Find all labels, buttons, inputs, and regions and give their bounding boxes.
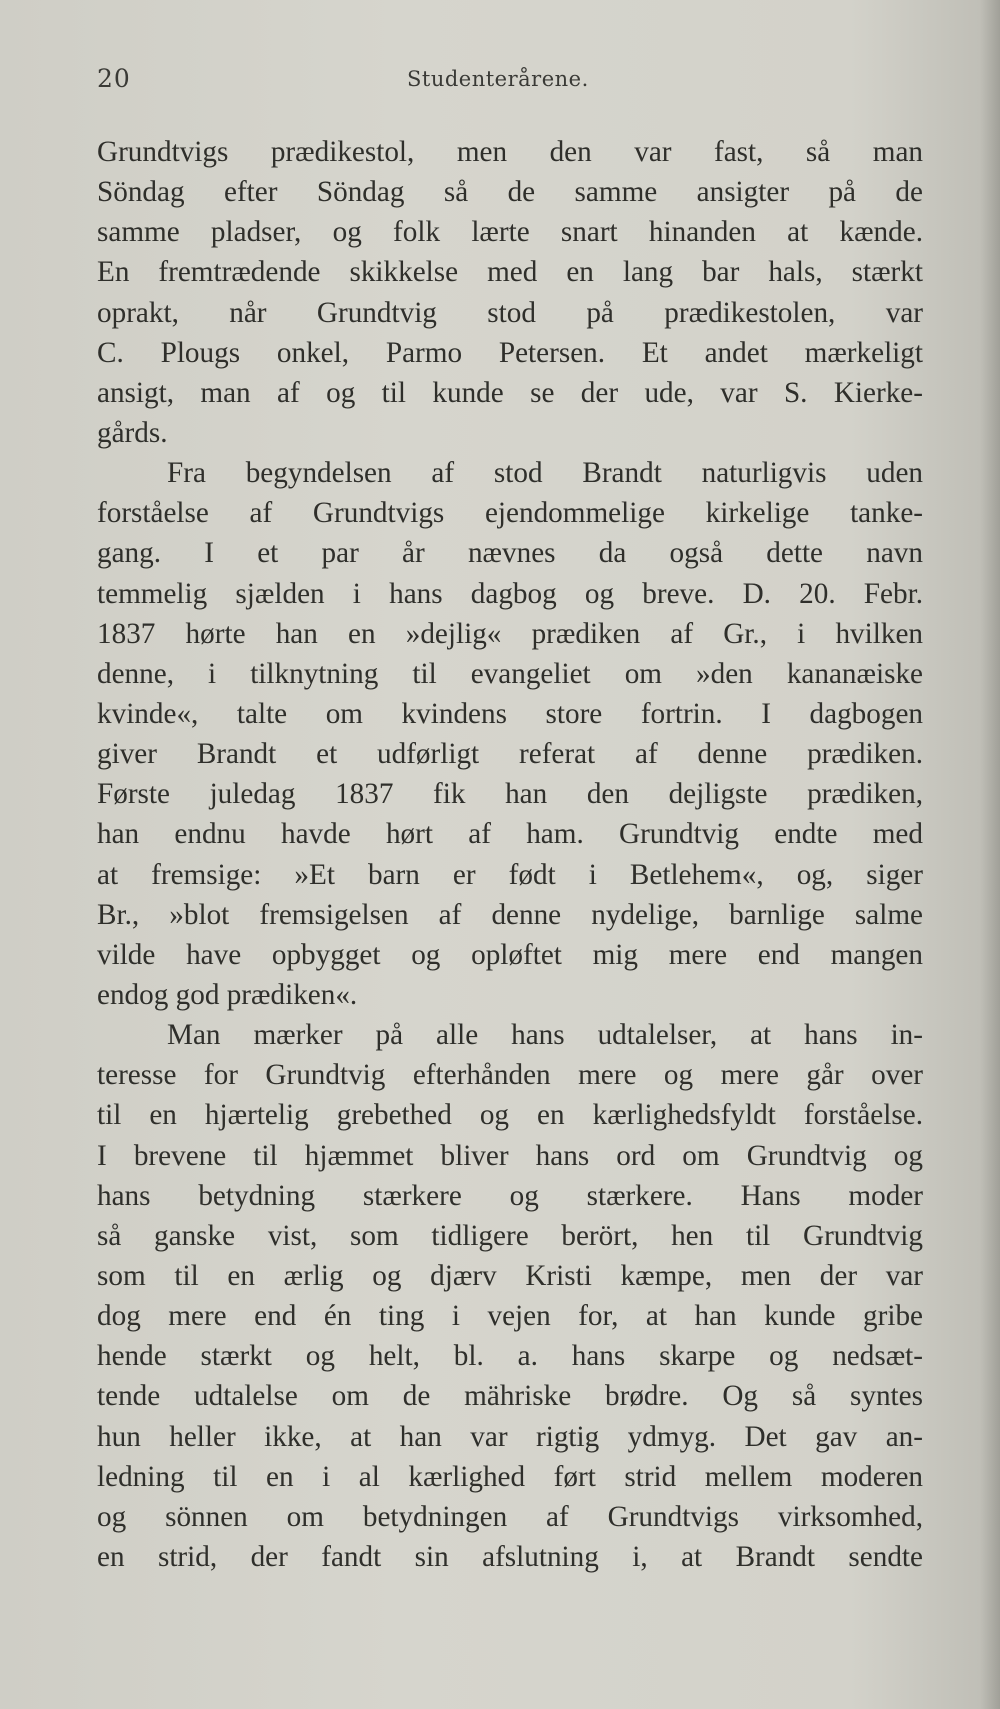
text-line: så ganske vist, som tidligere berört, hen til Grundtvig [97,1219,923,1252]
text-line: C. Plougs onkel, Parmo Petersen. Et andet mærkeligt [97,336,923,369]
text-line: tende udtalelse om de mähriske brødre. Og så syntes [97,1380,923,1413]
page-edge-shadow [980,0,1000,1709]
text-line: teresse for Grundtvig efterhånden mere og mere går over [97,1059,923,1092]
text-line: hende stærkt og helt, bl. a. hans skarpe og nedsæt- [97,1340,923,1373]
text-line: vilde have opbygget og opløftet mig mere end mangen [97,938,923,971]
text-line: Br., »blot fremsigelsen af denne nydelige, barnlige salme [97,898,923,931]
text-line: samme pladser, og folk lærte snart hinanden at kænde. [97,216,923,249]
paragraph-1 [97,132,923,453]
page-header [97,64,917,104]
text-line: Man mærker på alle hans udtalelser, at hans in- [167,1019,923,1052]
text-line: gårds. [97,416,168,449]
text-line: at fremsige: »Et barn er født i Betlehem«, og, siger [97,858,923,891]
text-line: giver Brandt et udførligt referat af denne prædiken. [97,738,923,771]
text-line: kvinde«, talte om kvindens store fortrin. I dagbogen [97,697,923,730]
text-line: 1837 hørte han en »dejlig« prædiken af Gr., i hvilken [97,617,923,650]
text-line: forståelse af Grundtvigs ejendommelige kirkelige tanke- [97,497,923,530]
text-line: ansigt, man af og til kunde se der ude, var S. Kierke- [97,376,923,409]
text-line: som til en ærlig og djærv Kristi kæmpe, men der var [97,1259,923,1292]
paragraph-3 [97,1015,923,1577]
text-line: endog god prædiken«. [97,978,358,1011]
text-line: temmelig sjælden i hans dagbog og breve. D. 20. Febr. [97,577,923,610]
text-line: Fra begyndelsen af stod Brandt naturligvis uden [167,457,923,490]
text-line: oprakt, når Grundtvig stod på prædikestolen, var [97,296,923,329]
text-line: denne, i tilknytning til evangeliet om »den kananæiske [97,657,923,690]
body-text [97,132,923,1577]
text-line: gang. I et par år nævnes da også dette navn [97,537,923,570]
text-line: en strid, der fandt sin afslutning i, at Brandt sendte [97,1540,923,1573]
text-line: hun heller ikke, at han var rigtig ydmyg. Det gav an- [97,1420,923,1453]
text-line: og sönnen om betydningen af Grundtvigs virksomhed, [97,1500,923,1533]
text-line: Söndag efter Söndag så de samme ansigter på de [97,176,923,209]
text-line: dog mere end én ting i vejen for, at han kunde gribe [97,1300,923,1333]
text-line: Grundtvigs prædikestol, men den var fast, så man [97,136,923,168]
text-line: til en hjærtelig grebethed og en kærlighedsfyldt forståelse. [97,1099,923,1132]
text-line: Første juledag 1837 fik han den dejligste prædiken, [97,778,923,811]
text-line: I brevene til hjæmmet bliver hans ord om Grundtvig og [97,1139,923,1172]
paragraph-2 [97,453,923,1015]
text-line: han endnu havde hørt af ham. Grundtvig endte med [97,818,923,851]
text-line: En fremtrædende skikkelse med en lang bar hals, stærkt [97,256,923,289]
running-head: Studenterårene. [407,67,589,91]
text-line: hans betydning stærkere og stærkere. Hans moder [97,1179,923,1212]
text-line: ledning til en i al kærlighed ført strid mellem moderen [97,1460,923,1493]
page-number: 20 [97,64,131,93]
